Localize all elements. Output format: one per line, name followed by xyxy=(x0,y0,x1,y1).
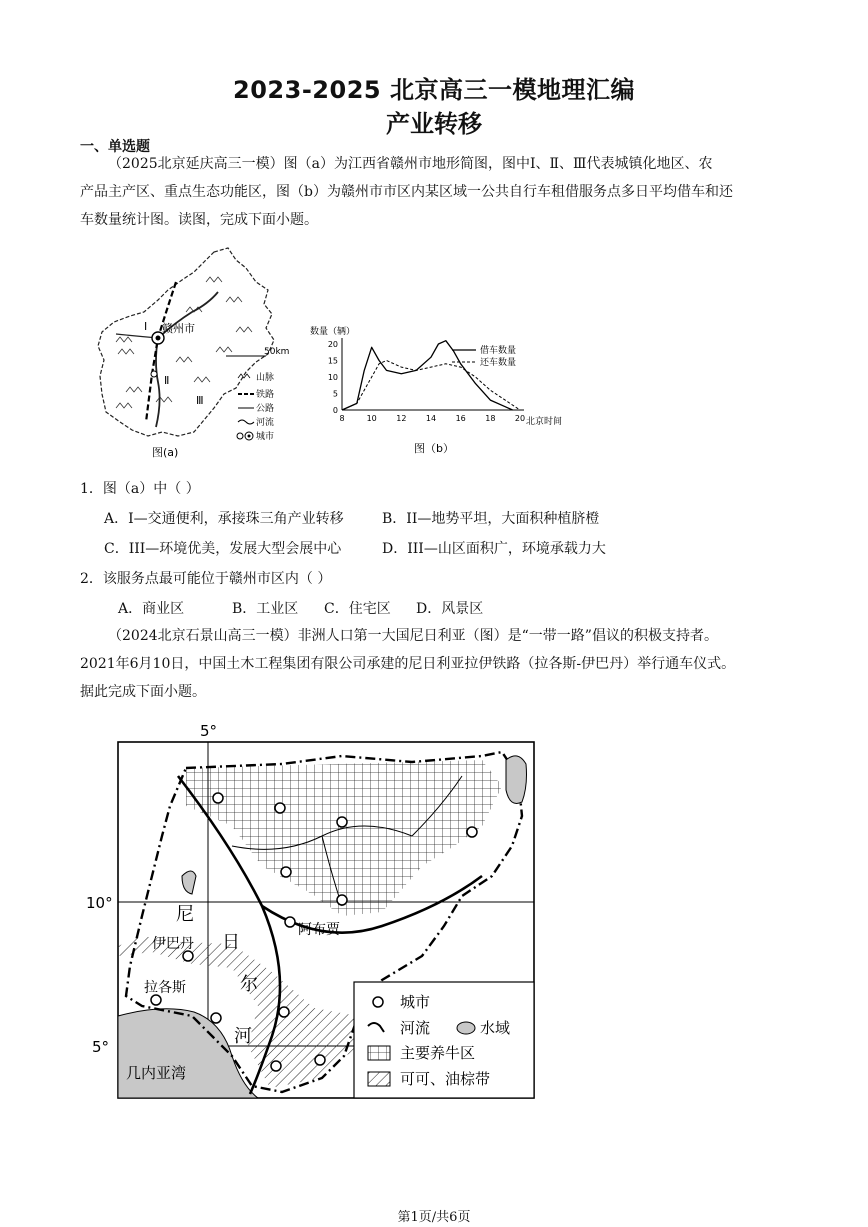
y-tick-label: 20 xyxy=(327,340,338,349)
scale-label: 50km xyxy=(264,347,290,357)
chart-ylabel: 数量（辆） xyxy=(310,327,356,337)
page-footer: 第1页/共6页 xyxy=(397,1210,471,1225)
legend-river: 河流 xyxy=(256,418,275,428)
figure-a-map xyxy=(96,242,306,462)
document-title: 2023-2025 北京高三一模地理汇编 xyxy=(233,76,635,104)
intro-paragraph-1 xyxy=(80,150,792,234)
legend-water-label: 水域 xyxy=(480,1019,511,1037)
legend-city-label: 城市 xyxy=(400,993,431,1011)
figure-b-chart xyxy=(306,320,576,460)
x-tick-label: 12 xyxy=(396,414,407,423)
nigeria-map xyxy=(82,716,542,1106)
lon-5-label: 5° xyxy=(200,722,218,740)
x-tick-label: 16 xyxy=(455,414,466,423)
intro1-line3: 车数量统计图。读图，完成下面小题。 xyxy=(80,212,318,228)
lake-chad xyxy=(506,756,527,804)
region-II-label: Ⅱ xyxy=(164,374,170,387)
legend-railway: 铁路 xyxy=(256,390,275,400)
legend-cattle-label: 主要养牛区 xyxy=(400,1044,476,1062)
q1-option-b[interactable]: B．II—地势平坦，大面积种植脐橙 xyxy=(382,511,600,527)
q2-option-b[interactable]: B．工业区 xyxy=(232,601,299,617)
y-tick-label: 0 xyxy=(332,406,338,415)
figure-a-caption: 图(a) xyxy=(152,446,179,459)
intro-paragraph-2 xyxy=(80,622,792,706)
x-tick-label: 10 xyxy=(366,414,377,423)
region-III-label: Ⅲ xyxy=(196,394,204,407)
label-ri: 日 xyxy=(222,932,240,953)
label-ni: 尼 xyxy=(176,904,194,925)
lat-5-label: 5° xyxy=(92,1038,110,1056)
legend-return: 还车数量 xyxy=(480,358,517,368)
abuja-label: 阿布贾 xyxy=(298,922,340,938)
intro2-line3: 据此完成下面小题。 xyxy=(80,684,206,700)
legend-city: 城市 xyxy=(256,432,275,442)
intro1-line2: 产品主产区、重点生态功能区，图（b）为赣州市市区内某区域一公共自行车租借服务点多日平均借车和还 xyxy=(80,184,733,200)
q1-option-a[interactable]: A．I—交通便利，承接珠三角产业转移 xyxy=(104,511,344,527)
document-subtitle: 产业转移 xyxy=(386,110,482,138)
y-tick-label: 10 xyxy=(327,373,338,382)
figure-a-legend xyxy=(237,371,274,442)
ibadan-label: 伊巴丹 xyxy=(152,936,194,952)
lat-10-label: 10° xyxy=(86,894,113,912)
y-tick-label: 5 xyxy=(332,389,338,399)
legend-river-label: 河流 xyxy=(400,1019,431,1037)
label-he: 河 xyxy=(234,1026,252,1047)
region-I-label: Ⅰ xyxy=(144,320,148,333)
q1-option-c[interactable]: C．III—环境优美，发展大型会展中心 xyxy=(104,541,342,557)
intro2-line1: （2024北京石景山高三一模）非洲人口第一大国尼日利亚（图）是“一带一路”倡议的积极支持者。 xyxy=(108,628,718,644)
mountain-symbols xyxy=(116,277,252,408)
lagos-label: 拉各斯 xyxy=(144,980,186,996)
q2-option-c[interactable]: C．住宅区 xyxy=(324,601,391,617)
legend-mountain: 山脉 xyxy=(256,373,275,383)
x-tick-label: 8 xyxy=(339,414,345,423)
chart-xlabel: 北京时间 xyxy=(526,417,563,427)
legend-road: 公路 xyxy=(256,404,275,414)
intro2-line2: 2021年6月10日，中国土木工程集团有限公司承建的尼日利亚拉伊铁路（拉各斯-伊巴丹）举行通车仪式。 xyxy=(80,656,736,672)
x-tick-label: 18 xyxy=(485,414,496,423)
legend-cocoa-label: 可可、油棕带 xyxy=(400,1070,491,1088)
question-1-stem: 1．图（a）中（ ） xyxy=(80,481,200,497)
label-er: 尔 xyxy=(240,974,258,995)
section-heading: 一、单选题 xyxy=(80,139,150,155)
y-tick-label: 15 xyxy=(327,356,338,366)
legend-borrow: 借车数量 xyxy=(480,346,517,356)
intro1-line1: （2025北京延庆高三一模）图（a）为江西省赣州市地形简图，图中Ⅰ、Ⅱ、Ⅲ代表城镇化地区、农 xyxy=(108,156,713,172)
x-tick-label: 20 xyxy=(514,414,526,423)
q1-option-d[interactable]: D．III—山区面积广，环境承载力大 xyxy=(382,541,606,557)
x-tick-label: 14 xyxy=(425,414,437,423)
q2-option-d[interactable]: D．风景区 xyxy=(416,601,484,617)
map-legend xyxy=(354,982,534,1098)
gulf-label: 几内亚湾 xyxy=(126,1064,187,1082)
figure-b-caption: 图（b） xyxy=(414,442,454,455)
ganzhou-label: 赣州市 xyxy=(162,322,195,335)
question-2-stem: 2．该服务点最可能位于赣州市区内（ ） xyxy=(80,571,332,587)
q2-option-a[interactable]: A．商业区 xyxy=(118,601,185,617)
